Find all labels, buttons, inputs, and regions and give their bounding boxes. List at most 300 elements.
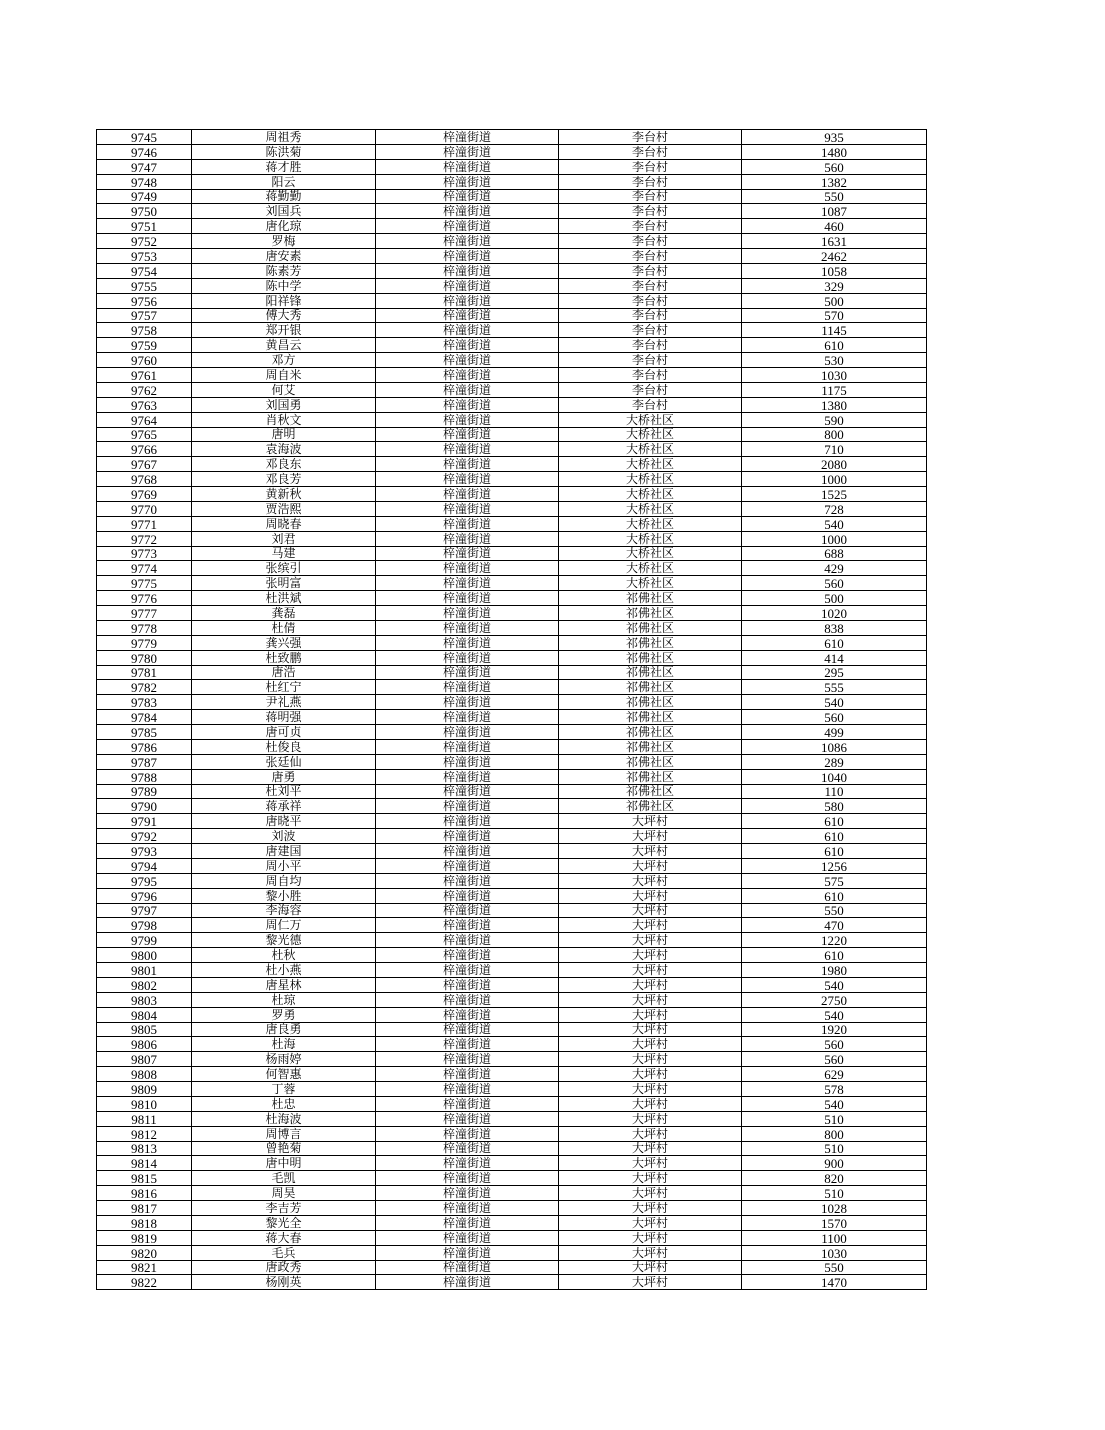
- street-cell: 梓潼街道: [376, 323, 559, 338]
- row-number-cell: 9821: [97, 1260, 192, 1275]
- value-cell: 1470: [742, 1275, 927, 1290]
- table-row: [97, 1156, 927, 1171]
- table-row: [97, 620, 927, 635]
- village-cell: 大坪村: [559, 977, 742, 992]
- name-cell: 唐星林: [192, 977, 376, 992]
- village-cell: 大坪村: [559, 1126, 742, 1141]
- village-cell: 大坪村: [559, 1007, 742, 1022]
- name-cell: 杜小燕: [192, 963, 376, 978]
- village-cell: 李台村: [559, 204, 742, 219]
- name-cell: 唐明: [192, 427, 376, 442]
- street-cell: 梓潼街道: [376, 263, 559, 278]
- value-cell: 560: [742, 159, 927, 174]
- street-cell: 梓潼街道: [376, 799, 559, 814]
- name-cell: 何智惠: [192, 1067, 376, 1082]
- street-cell: 梓潼街道: [376, 1111, 559, 1126]
- street-cell: 梓潼街道: [376, 1186, 559, 1201]
- table-row: [97, 963, 927, 978]
- street-cell: 梓潼街道: [376, 174, 559, 189]
- row-number-cell: 9782: [97, 680, 192, 695]
- value-cell: 688: [742, 546, 927, 561]
- village-cell: 大坪村: [559, 873, 742, 888]
- value-cell: 1087: [742, 204, 927, 219]
- value-cell: 555: [742, 680, 927, 695]
- row-number-cell: 9792: [97, 829, 192, 844]
- row-number-cell: 9760: [97, 353, 192, 368]
- row-number-cell: 9783: [97, 695, 192, 710]
- value-cell: 540: [742, 977, 927, 992]
- name-cell: 杜海: [192, 1037, 376, 1052]
- table-row: [97, 1215, 927, 1230]
- street-cell: 梓潼街道: [376, 650, 559, 665]
- name-cell: 杜洪斌: [192, 591, 376, 606]
- value-cell: 1145: [742, 323, 927, 338]
- village-cell: 祁佛社区: [559, 769, 742, 784]
- value-cell: 900: [742, 1156, 927, 1171]
- street-cell: 梓潼街道: [376, 338, 559, 353]
- table-row: [97, 858, 927, 873]
- street-cell: 梓潼街道: [376, 977, 559, 992]
- name-cell: 尹礼燕: [192, 695, 376, 710]
- value-cell: 1028: [742, 1201, 927, 1216]
- street-cell: 梓潼街道: [376, 784, 559, 799]
- value-cell: 1100: [742, 1230, 927, 1245]
- name-cell: 周博言: [192, 1126, 376, 1141]
- name-cell: 罗勇: [192, 1007, 376, 1022]
- row-number-cell: 9784: [97, 710, 192, 725]
- table-row: [97, 1022, 927, 1037]
- data-table: [96, 129, 927, 1290]
- name-cell: 黄昌云: [192, 338, 376, 353]
- name-cell: 周小平: [192, 858, 376, 873]
- row-number-cell: 9797: [97, 903, 192, 918]
- table-row: [97, 1230, 927, 1245]
- table-row: [97, 189, 927, 204]
- village-cell: 大坪村: [559, 1171, 742, 1186]
- row-number-cell: 9748: [97, 174, 192, 189]
- table-row: [97, 457, 927, 472]
- village-cell: 李台村: [559, 144, 742, 159]
- row-number-cell: 9816: [97, 1186, 192, 1201]
- street-cell: 梓潼街道: [376, 918, 559, 933]
- row-number-cell: 9753: [97, 249, 192, 264]
- row-number-cell: 9774: [97, 561, 192, 576]
- name-cell: 刘国兵: [192, 204, 376, 219]
- value-cell: 510: [742, 1141, 927, 1156]
- table-row: [97, 368, 927, 383]
- village-cell: 大桥社区: [559, 487, 742, 502]
- street-cell: 梓潼街道: [376, 531, 559, 546]
- village-cell: 大坪村: [559, 1111, 742, 1126]
- row-number-cell: 9805: [97, 1022, 192, 1037]
- village-cell: 大坪村: [559, 814, 742, 829]
- value-cell: 800: [742, 1126, 927, 1141]
- value-cell: 1220: [742, 933, 927, 948]
- street-cell: 梓潼街道: [376, 353, 559, 368]
- street-cell: 梓潼街道: [376, 858, 559, 873]
- value-cell: 560: [742, 710, 927, 725]
- table-row: [97, 888, 927, 903]
- table-row: [97, 546, 927, 561]
- row-number-cell: 9804: [97, 1007, 192, 1022]
- table-row: [97, 933, 927, 948]
- name-cell: 张缤引: [192, 561, 376, 576]
- village-cell: 大坪村: [559, 1260, 742, 1275]
- row-number-cell: 9789: [97, 784, 192, 799]
- street-cell: 梓潼街道: [376, 1201, 559, 1216]
- street-cell: 梓潼街道: [376, 680, 559, 695]
- village-cell: 大桥社区: [559, 427, 742, 442]
- row-number-cell: 9759: [97, 338, 192, 353]
- table-row: [97, 918, 927, 933]
- village-cell: 大桥社区: [559, 531, 742, 546]
- row-number-cell: 9815: [97, 1171, 192, 1186]
- table-row: [97, 1245, 927, 1260]
- village-cell: 大坪村: [559, 918, 742, 933]
- value-cell: 1980: [742, 963, 927, 978]
- street-cell: 梓潼街道: [376, 442, 559, 457]
- street-cell: 梓潼街道: [376, 903, 559, 918]
- village-cell: 大坪村: [559, 1067, 742, 1082]
- street-cell: 梓潼街道: [376, 1096, 559, 1111]
- name-cell: 邓方: [192, 353, 376, 368]
- value-cell: 800: [742, 427, 927, 442]
- street-cell: 梓潼街道: [376, 620, 559, 635]
- value-cell: 570: [742, 308, 927, 323]
- table-row: [97, 844, 927, 859]
- table-row: [97, 948, 927, 963]
- value-cell: 629: [742, 1067, 927, 1082]
- name-cell: 丁蓉: [192, 1082, 376, 1097]
- street-cell: 梓潼街道: [376, 427, 559, 442]
- name-cell: 龚磊: [192, 606, 376, 621]
- value-cell: 500: [742, 293, 927, 308]
- value-cell: 550: [742, 189, 927, 204]
- street-cell: 梓潼街道: [376, 204, 559, 219]
- name-cell: 蒋承祥: [192, 799, 376, 814]
- row-number-cell: 9812: [97, 1126, 192, 1141]
- table-row: [97, 1037, 927, 1052]
- name-cell: 肖秋文: [192, 412, 376, 427]
- value-cell: 728: [742, 501, 927, 516]
- row-number-cell: 9790: [97, 799, 192, 814]
- name-cell: 杜倩: [192, 620, 376, 635]
- value-cell: 610: [742, 338, 927, 353]
- street-cell: 梓潼街道: [376, 665, 559, 680]
- value-cell: 560: [742, 1052, 927, 1067]
- value-cell: 610: [742, 948, 927, 963]
- street-cell: 梓潼街道: [376, 189, 559, 204]
- row-number-cell: 9763: [97, 397, 192, 412]
- village-cell: 大桥社区: [559, 472, 742, 487]
- row-number-cell: 9787: [97, 754, 192, 769]
- table-row: [97, 1275, 927, 1290]
- row-number-cell: 9770: [97, 501, 192, 516]
- street-cell: 梓潼街道: [376, 1022, 559, 1037]
- name-cell: 杜海波: [192, 1111, 376, 1126]
- name-cell: 唐可贞: [192, 725, 376, 740]
- row-number-cell: 9807: [97, 1052, 192, 1067]
- table-row: [97, 204, 927, 219]
- village-cell: 祁佛社区: [559, 784, 742, 799]
- village-cell: 大坪村: [559, 992, 742, 1007]
- value-cell: 414: [742, 650, 927, 665]
- village-cell: 李台村: [559, 234, 742, 249]
- table-row: [97, 278, 927, 293]
- village-cell: 大坪村: [559, 1201, 742, 1216]
- street-cell: 梓潼街道: [376, 888, 559, 903]
- table-row: [97, 561, 927, 576]
- value-cell: 1030: [742, 1245, 927, 1260]
- street-cell: 梓潼街道: [376, 963, 559, 978]
- street-cell: 梓潼街道: [376, 472, 559, 487]
- street-cell: 梓潼街道: [376, 1171, 559, 1186]
- value-cell: 1380: [742, 397, 927, 412]
- name-cell: 唐浩: [192, 665, 376, 680]
- name-cell: 刘君: [192, 531, 376, 546]
- value-cell: 1480: [742, 144, 927, 159]
- table-row: [97, 606, 927, 621]
- value-cell: 1920: [742, 1022, 927, 1037]
- village-cell: 祁佛社区: [559, 695, 742, 710]
- table-row: [97, 1096, 927, 1111]
- value-cell: 540: [742, 1096, 927, 1111]
- row-number-cell: 9822: [97, 1275, 192, 1290]
- name-cell: 袁海波: [192, 442, 376, 457]
- table-row: [97, 1082, 927, 1097]
- row-number-cell: 9817: [97, 1201, 192, 1216]
- village-cell: 大坪村: [559, 888, 742, 903]
- row-number-cell: 9775: [97, 576, 192, 591]
- row-number-cell: 9772: [97, 531, 192, 546]
- village-cell: 祁佛社区: [559, 650, 742, 665]
- name-cell: 张明富: [192, 576, 376, 591]
- value-cell: 1030: [742, 368, 927, 383]
- village-cell: 祁佛社区: [559, 710, 742, 725]
- street-cell: 梓潼街道: [376, 1126, 559, 1141]
- name-cell: 邓良东: [192, 457, 376, 472]
- village-cell: 祁佛社区: [559, 620, 742, 635]
- table-row: [97, 382, 927, 397]
- table-row: [97, 174, 927, 189]
- value-cell: 1086: [742, 739, 927, 754]
- value-cell: 329: [742, 278, 927, 293]
- street-cell: 梓潼街道: [376, 606, 559, 621]
- value-cell: 1631: [742, 234, 927, 249]
- street-cell: 梓潼街道: [376, 844, 559, 859]
- village-cell: 祁佛社区: [559, 606, 742, 621]
- street-cell: 梓潼街道: [376, 1141, 559, 1156]
- street-cell: 梓潼街道: [376, 1067, 559, 1082]
- street-cell: 梓潼街道: [376, 829, 559, 844]
- name-cell: 郑开银: [192, 323, 376, 338]
- street-cell: 梓潼街道: [376, 516, 559, 531]
- name-cell: 蒋才胜: [192, 159, 376, 174]
- village-cell: 大坪村: [559, 1245, 742, 1260]
- village-cell: 大坪村: [559, 1022, 742, 1037]
- street-cell: 梓潼街道: [376, 249, 559, 264]
- name-cell: 杨刚英: [192, 1275, 376, 1290]
- table-row: [97, 799, 927, 814]
- table-row: [97, 1260, 927, 1275]
- table-row: [97, 1052, 927, 1067]
- village-cell: 李台村: [559, 338, 742, 353]
- village-cell: 大桥社区: [559, 516, 742, 531]
- value-cell: 610: [742, 829, 927, 844]
- table-row: [97, 1186, 927, 1201]
- table-row: [97, 903, 927, 918]
- village-cell: 大坪村: [559, 1037, 742, 1052]
- value-cell: 590: [742, 412, 927, 427]
- village-cell: 大坪村: [559, 1141, 742, 1156]
- table-row: [97, 159, 927, 174]
- name-cell: 杜忠: [192, 1096, 376, 1111]
- row-number-cell: 9803: [97, 992, 192, 1007]
- name-cell: 黎光全: [192, 1215, 376, 1230]
- value-cell: 510: [742, 1111, 927, 1126]
- value-cell: 540: [742, 695, 927, 710]
- village-cell: 李台村: [559, 293, 742, 308]
- value-cell: 1058: [742, 263, 927, 278]
- name-cell: 阳云: [192, 174, 376, 189]
- row-number-cell: 9771: [97, 516, 192, 531]
- value-cell: 2462: [742, 249, 927, 264]
- row-number-cell: 9793: [97, 844, 192, 859]
- table-row: [97, 814, 927, 829]
- name-cell: 唐安素: [192, 249, 376, 264]
- row-number-cell: 9751: [97, 219, 192, 234]
- street-cell: 梓潼街道: [376, 635, 559, 650]
- street-cell: 梓潼街道: [376, 576, 559, 591]
- name-cell: 刘波: [192, 829, 376, 844]
- row-number-cell: 9781: [97, 665, 192, 680]
- value-cell: 510: [742, 1186, 927, 1201]
- table-row: [97, 234, 927, 249]
- village-cell: 大坪村: [559, 1230, 742, 1245]
- village-cell: 祁佛社区: [559, 799, 742, 814]
- street-cell: 梓潼街道: [376, 457, 559, 472]
- table-row: [97, 695, 927, 710]
- name-cell: 毛兵: [192, 1245, 376, 1260]
- name-cell: 阳祥锋: [192, 293, 376, 308]
- street-cell: 梓潼街道: [376, 739, 559, 754]
- village-cell: 李台村: [559, 130, 742, 145]
- street-cell: 梓潼街道: [376, 1245, 559, 1260]
- name-cell: 陈中学: [192, 278, 376, 293]
- name-cell: 唐良勇: [192, 1022, 376, 1037]
- street-cell: 梓潼街道: [376, 725, 559, 740]
- street-cell: 梓潼街道: [376, 948, 559, 963]
- value-cell: 530: [742, 353, 927, 368]
- street-cell: 梓潼街道: [376, 382, 559, 397]
- row-number-cell: 9794: [97, 858, 192, 873]
- value-cell: 289: [742, 754, 927, 769]
- street-cell: 梓潼街道: [376, 992, 559, 1007]
- table-row: [97, 1126, 927, 1141]
- name-cell: 蒋勤勤: [192, 189, 376, 204]
- table-row: [97, 144, 927, 159]
- village-cell: 李台村: [559, 368, 742, 383]
- village-cell: 李台村: [559, 397, 742, 412]
- street-cell: 梓潼街道: [376, 1275, 559, 1290]
- row-number-cell: 9800: [97, 948, 192, 963]
- value-cell: 710: [742, 442, 927, 457]
- village-cell: 大坪村: [559, 1052, 742, 1067]
- street-cell: 梓潼街道: [376, 591, 559, 606]
- table-row: [97, 293, 927, 308]
- table-row: [97, 1111, 927, 1126]
- street-cell: 梓潼街道: [376, 546, 559, 561]
- village-cell: 大桥社区: [559, 412, 742, 427]
- street-cell: 梓潼街道: [376, 561, 559, 576]
- village-cell: 大坪村: [559, 858, 742, 873]
- street-cell: 梓潼街道: [376, 308, 559, 323]
- row-number-cell: 9791: [97, 814, 192, 829]
- row-number-cell: 9765: [97, 427, 192, 442]
- value-cell: 578: [742, 1082, 927, 1097]
- table-row: [97, 412, 927, 427]
- village-cell: 大坪村: [559, 1275, 742, 1290]
- table-row: [97, 977, 927, 992]
- value-cell: 610: [742, 888, 927, 903]
- village-cell: 大坪村: [559, 844, 742, 859]
- table-row: [97, 873, 927, 888]
- name-cell: 毛凯: [192, 1171, 376, 1186]
- village-cell: 大坪村: [559, 903, 742, 918]
- value-cell: 610: [742, 814, 927, 829]
- name-cell: 唐化琼: [192, 219, 376, 234]
- name-cell: 杜红宁: [192, 680, 376, 695]
- row-number-cell: 9757: [97, 308, 192, 323]
- table-row: [97, 665, 927, 680]
- row-number-cell: 9752: [97, 234, 192, 249]
- street-cell: 梓潼街道: [376, 695, 559, 710]
- village-cell: 大坪村: [559, 1186, 742, 1201]
- row-number-cell: 9767: [97, 457, 192, 472]
- street-cell: 梓潼街道: [376, 754, 559, 769]
- village-cell: 大桥社区: [559, 442, 742, 457]
- table-row: [97, 219, 927, 234]
- row-number-cell: 9806: [97, 1037, 192, 1052]
- street-cell: 梓潼街道: [376, 159, 559, 174]
- name-cell: 刘国勇: [192, 397, 376, 412]
- village-cell: 大坪村: [559, 1156, 742, 1171]
- row-number-cell: 9808: [97, 1067, 192, 1082]
- street-cell: 梓潼街道: [376, 293, 559, 308]
- table-row: [97, 650, 927, 665]
- row-number-cell: 9796: [97, 888, 192, 903]
- row-number-cell: 9750: [97, 204, 192, 219]
- value-cell: 550: [742, 1260, 927, 1275]
- table-row: [97, 992, 927, 1007]
- table-row: [97, 1141, 927, 1156]
- village-cell: 大坪村: [559, 1082, 742, 1097]
- value-cell: 1000: [742, 531, 927, 546]
- table-row: [97, 472, 927, 487]
- value-cell: 1000: [742, 472, 927, 487]
- village-cell: 大桥社区: [559, 546, 742, 561]
- name-cell: 唐中明: [192, 1156, 376, 1171]
- village-cell: 祁佛社区: [559, 725, 742, 740]
- value-cell: 560: [742, 576, 927, 591]
- value-cell: 1020: [742, 606, 927, 621]
- name-cell: 杜刘平: [192, 784, 376, 799]
- row-number-cell: 9746: [97, 144, 192, 159]
- value-cell: 540: [742, 516, 927, 531]
- name-cell: 周自均: [192, 873, 376, 888]
- name-cell: 黎小胜: [192, 888, 376, 903]
- table-row: [97, 1067, 927, 1082]
